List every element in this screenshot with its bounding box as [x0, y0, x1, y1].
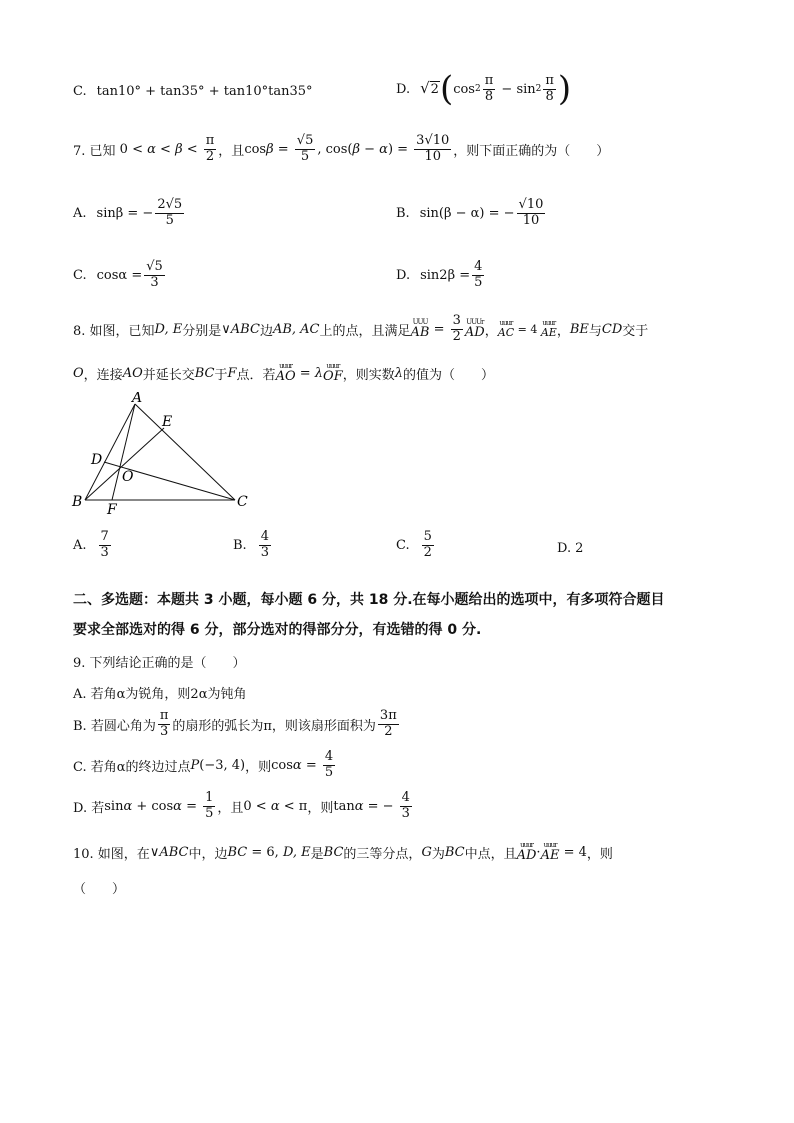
q6-c-label: C. [73, 84, 87, 99]
figure-label-f: F [107, 502, 117, 518]
q7-option-c: C. cosα = $\frac{√5}{3}$ [73, 259, 163, 290]
q9-option-b: B. 若圆心角为 $\frac{\pi}{3}$ 的扇形的弧长为π，则该扇形面积为 $\frac{3\pi}{2}$ [73, 708, 397, 739]
figure-label-o: O [122, 469, 134, 485]
q8-option-c: C. $\frac{5}{2}$ [396, 529, 432, 560]
q8-stem-line2: O ，连接 AO 并延长交 BC 于 F 点．若 uuur AO = λ uuur OF ，则实数 λ 的值为（ ） [73, 362, 494, 384]
q10-stem-line1: 10. 如图，在 ∨ABC 中，边 BC = 6, D, E 是 BC 的三等分点， G 为 BC 中点，且 uuur AD · uuur AE = 4 ，则 [73, 841, 613, 863]
figure-label-a: A [132, 392, 143, 406]
sqrt-symbol: √ 2 [420, 78, 439, 97]
q7-stem: 7. 已知 0 < α < β < $\frac{\pi}{2}$ ，且 cosβ = $\frac{√5}{5}$ , cos(β − α) = $\frac{3√10}{10}$ ，则下面正确的为（ ） [73, 133, 610, 164]
q6-option-d: D. √ 2 ( cos 2 $\frac{\pi}{8}$ − sin 2 $\frac{\pi}{8}$ ) [396, 69, 572, 109]
section2-header-line2: 要求全部选对的得 6 分，部分选对的得部分分，有选错的得 0 分. [73, 622, 482, 638]
figure-label-b: B [72, 494, 83, 510]
q7-option-a: A. sinβ = − $\frac{2√5}{5}$ [73, 197, 183, 228]
figure-label-e: E [162, 414, 173, 430]
q6-d-label: D. [396, 81, 411, 97]
q6-c-expression: tan10° + tan35° + tan10°tan35° [96, 84, 313, 99]
q10-stem-line2: （ ） [73, 882, 126, 897]
q8-option-b: B. $\frac{4}{3}$ [233, 529, 269, 560]
q8-option-a: A. $\frac{7}{3}$ [73, 529, 109, 560]
q8-triangle-figure [68, 392, 258, 518]
q7-option-b: B. sin(β − α) = − $\frac{√10}{10}$ [396, 197, 544, 228]
segment-af [112, 404, 135, 500]
q8-stem-line1: 8. 如图，已知 D, E 分别是 ∨ABC 边 AB, AC 上的点，且满足 UUU AB = $\frac{3}{2}$ UUUr AD ， uuur AC = 4 uuur AE ， BE 与 CD 交于 [73, 313, 649, 344]
q9-option-c: C. 若角α的终边过点 P(−3, 4) ，则 cosα = $\frac{4}{5}$ [73, 749, 334, 780]
q8-option-d: D. 2 [557, 541, 584, 556]
figure-label-c: C [237, 494, 248, 510]
q9-stem: 9. 下列结论正确的是（ ） [73, 656, 246, 671]
figure-label-d: D [91, 452, 103, 468]
q9-option-a: A. 若角α为锐角，则2α为钝角 [73, 687, 247, 702]
q6-option-c [73, 84, 313, 99]
q9-option-d: D. 若 sinα + cosα = $\frac{1}{5}$ ，且 0 < α < π ，则 tanα = − $\frac{4}{3}$ [73, 790, 410, 821]
q7-option-d: D. sin2β = $\frac{4}{5}$ [396, 259, 483, 290]
section2-header-line1: 二、多选题：本题共 3 小题，每小题 6 分，共 18 分.在每小题给出的选项中，有多项符合题目 [73, 592, 665, 608]
